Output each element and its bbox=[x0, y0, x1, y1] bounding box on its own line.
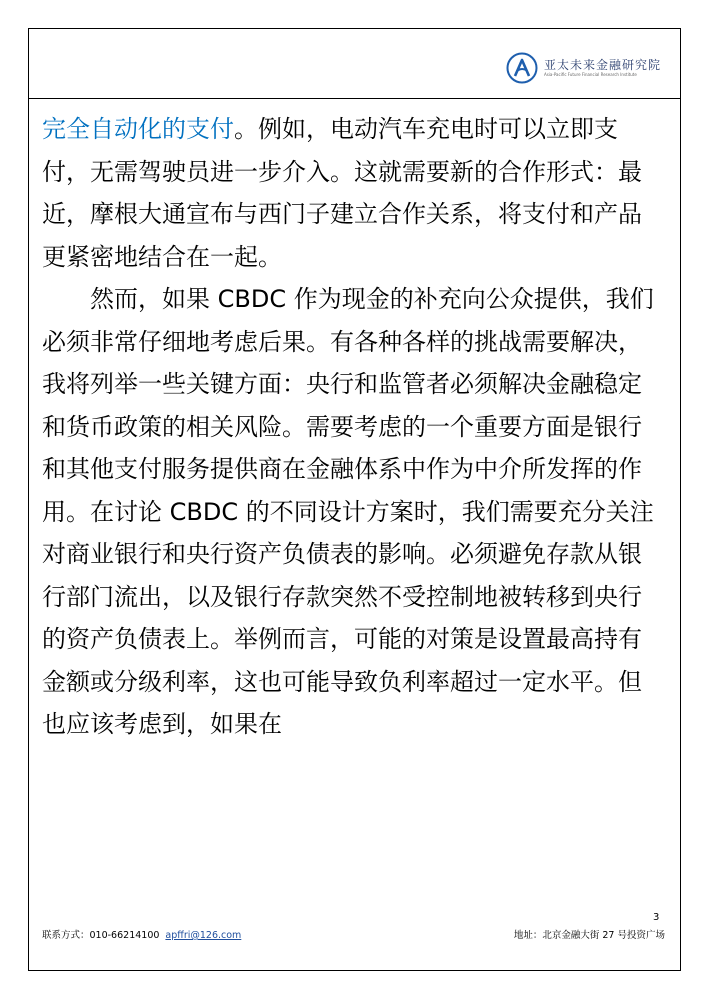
article-body bbox=[42, 108, 664, 746]
paragraph-2: 然而，如果 CBDC 作为现金的补充向公众提供，我们必须非常仔细地考虑后果。有各种各样的挑战需要解决，我将列举一些关键方面：央行和监管者必须解决金融稳定和货币政策的相关风险。需要考虑的一个重要方面是银行和其他支付服务提供商在金融体系中作为中介所发挥的作用。在讨论 CBDC 的不同设计方案时，我们需要充分关注对商业银行和央行资产负债表的影响。必须避免存款从银行部门流出，以及银行存款突然不受控制地被转移到央行的资产负债表上。举例而言，可能的对策是设置最高持有金额或分级利率，这也可能导致负利率超过一定水平。但也应该考虑到，如果在 bbox=[42, 285, 654, 738]
paragraph-1-text: 。例如，电动汽车充电时可以立即支付，无需驾驶员进一步介入。这就需要新的合作形式：最近，摩根大通宣布与西门子建立合作关系，将支付和产品更紧密地结合在一起。 bbox=[42, 115, 642, 271]
footer-contact bbox=[42, 927, 241, 941]
paragraph-1 bbox=[42, 108, 664, 278]
logo-english-name: Asia-Pacific Future Financial Research Institute bbox=[544, 72, 637, 77]
footer-address: 地址：北京金融大街 27 号投资广场 bbox=[513, 930, 665, 941]
header-divider bbox=[28, 98, 681, 99]
email-link[interactable]: apffri@126.com bbox=[165, 930, 242, 941]
institute-logo bbox=[506, 52, 661, 84]
logo-a-icon bbox=[506, 52, 538, 84]
page-number: 3 bbox=[653, 912, 660, 923]
highlighted-phrase: 完全自动化的支付 bbox=[42, 115, 234, 143]
contact-phone: 联系方式：010-66214100 bbox=[42, 930, 160, 941]
logo-chinese-name: 亚太未来金融研究院 bbox=[544, 58, 662, 72]
